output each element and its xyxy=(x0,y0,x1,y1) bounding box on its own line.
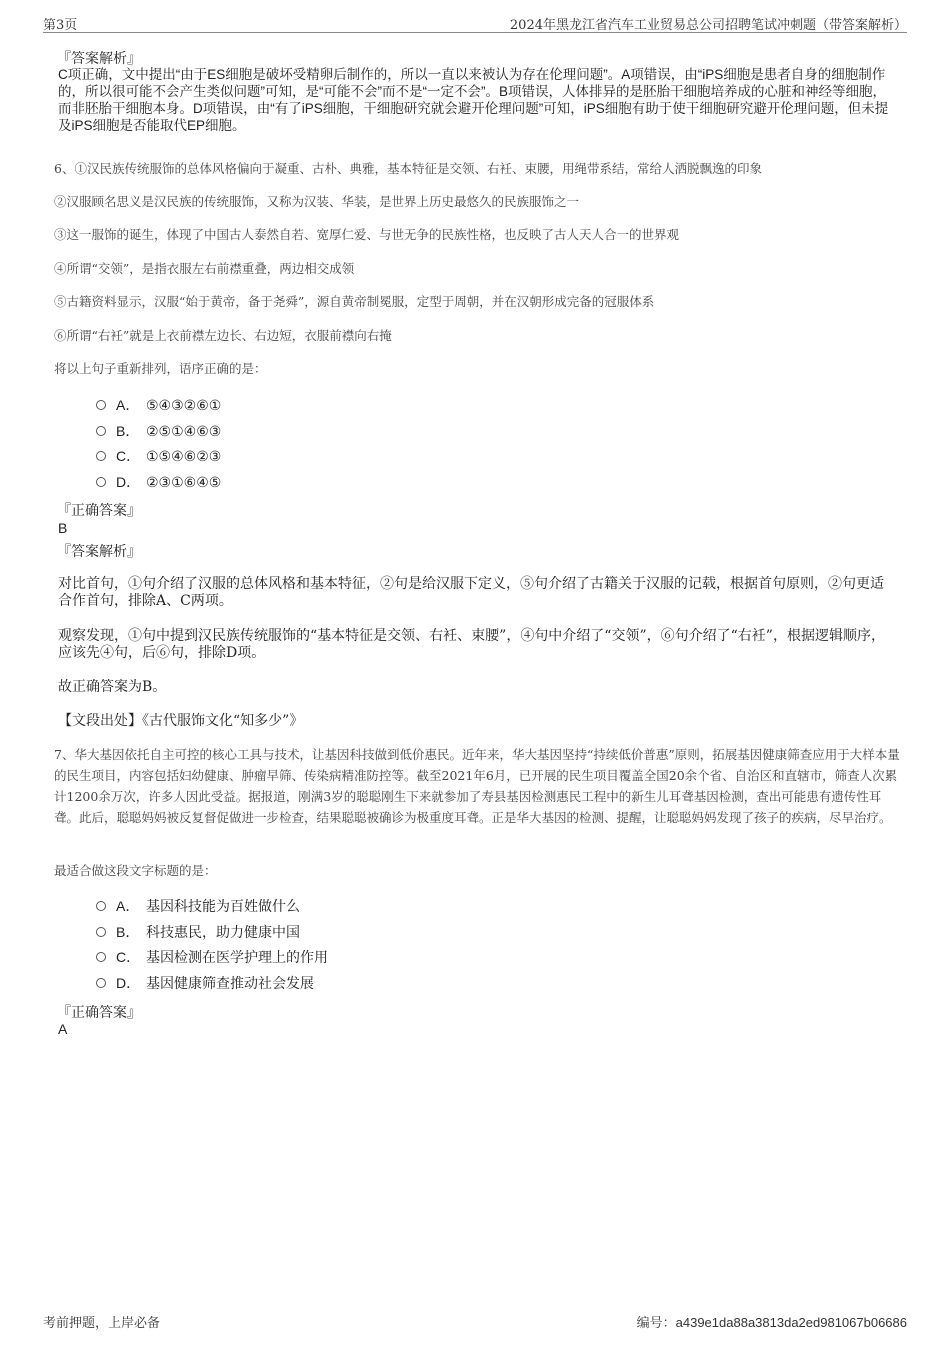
radio-icon[interactable] xyxy=(96,901,106,911)
page-number: 第3页 xyxy=(43,18,78,33)
q6-sentence-3: ③这一服饰的诞生，体现了中国古人泰然自若、宽厚仁爱、与世无争的民族性格，也反映了古人天人合一的世界观 xyxy=(54,227,680,242)
radio-icon[interactable] xyxy=(96,477,106,487)
q7-option-c[interactable]: C． 基因检测在医学护理上的作用 xyxy=(96,947,328,967)
q5-analysis-label: 『答案解析』 xyxy=(57,51,141,67)
page-header xyxy=(43,14,907,33)
q6-option-d[interactable]: D． ②③①⑥④⑤ xyxy=(96,472,221,492)
footer-slogan: 考前押题，上岸必备 xyxy=(43,1316,161,1331)
q7-answer: A xyxy=(58,1021,68,1037)
radio-icon[interactable] xyxy=(96,927,106,937)
q6-analysis-2: 观察发现，①句中提到汉民族传统服饰的“基本特征是交领、右衽、束腰”，④句中介绍了“交领”，⑥句介绍了“右衽”，根据逻辑顺序，应该先④句，后⑥句，排除D项。 xyxy=(58,628,885,661)
q6-analysis-1: 对比首句，①句介绍了汉服的总体风格和基本特征，②句是给汉服下定义，⑤句介绍了古籍关于汉服的记载，根据首句原则，②句更适合作首句，排除A、C两项。 xyxy=(58,576,884,609)
q7-option-b[interactable]: B． 科技惠民，助力健康中国 xyxy=(96,922,300,942)
page-footer xyxy=(43,1312,907,1332)
code-label: 编号： xyxy=(636,1316,676,1331)
q7-option-d[interactable]: D． 基因健康筛查推动社会发展 xyxy=(96,973,314,993)
code-value: a439e1da88a3813da2ed981067b06686 xyxy=(675,1315,907,1330)
q6-option-c[interactable]: C． ①⑤④⑥②③ xyxy=(96,446,221,466)
radio-icon[interactable] xyxy=(96,426,106,436)
q6-option-b[interactable]: B． ②⑤①④⑥③ xyxy=(96,421,221,441)
q6-answer-label: 『正确答案』 xyxy=(57,503,141,519)
q7-passage: 7、华大基因依托自主可控的核心工具与技术，让基因科技做到低价惠民。近年来，华大基因坚持“持续低价普惠”原则，拓展基因健康筛查应用于大样本量的民生项目，内容包括妇幼健康、肿瘤早筛、传染病精准防控等。截至2021年6月，已开展的民生项目覆盖全国20余个省、自治区和直辖市，筛查人次累计1200余万次，许多人因此受益。据报道，刚满3岁的聪聪刚生下来就参加了寿县基因检测惠民工程中的新生儿耳聋基因检测，查出可能患有遗传性耳聋。此后，聪聪妈妈被反复督促做进一步检查，结果聪聪被确诊为极重度耳聋。正是华大基因的检测、提醒，让聪聪妈妈发现了孩子的疾病，尽早治疗。 xyxy=(54,747,900,825)
radio-icon[interactable] xyxy=(96,451,106,461)
q6-sentence-1: 6、①汉民族传统服饰的总体风格偏向于凝重、古朴、典雅，基本特征是交领、右衽、束腰，用绳带系结，常给人洒脱飘逸的印象 xyxy=(54,161,762,176)
q6-prompt: 将以上句子重新排列，语序正确的是： xyxy=(54,361,267,376)
document-title: 2024年黑龙江省汽车工业贸易总公司招聘笔试冲刺题（带答案解析） xyxy=(509,18,907,33)
radio-icon[interactable] xyxy=(96,978,106,988)
q7-answer-label: 『正确答案』 xyxy=(57,1005,141,1021)
radio-icon[interactable] xyxy=(96,400,106,410)
q7-option-a[interactable]: A． 基因科技能为百姓做什么 xyxy=(96,896,300,916)
q6-analysis-3: 故正确答案为B。 xyxy=(58,679,167,695)
q5-analysis-text: C项正确，文中提出“由于ES细胞是破坏受精卵后制作的，所以一直以来被认为存在伦理问题”。A项错误，由“iPS细胞是患者自身的细胞制作的，所以很可能不会产生类似问题”可知，是“可能不会”而不是“一定不会”。B项错误，人体排异的是胚胎干细胞培养成的心脏和神经等细胞，而非胚胎干细胞本身。D项错误，由“有了iPS细胞，干细胞研究就会避开伦理问题”可知，iPS细胞有助于使干细胞研究避开伦理问题，但未提及iPS细胞是否能取代EP细胞。 xyxy=(58,67,889,133)
q6-source: 【文段出处】《古代服饰文化“知多少”》 xyxy=(58,713,304,729)
q6-sentence-5: ⑤古籍资料显示，汉服“始于黄帝，备于尧舜”，源自黄帝制冕服，定型于周朝，并在汉朝形成完备的冠服体系 xyxy=(54,294,655,309)
document-code xyxy=(637,1312,907,1331)
q7-prompt: 最适合做这段文字标题的是： xyxy=(54,863,217,878)
q6-answer: B xyxy=(58,520,68,536)
q6-analysis-label: 『答案解析』 xyxy=(57,544,141,560)
q6-option-a[interactable]: A． ⑤④③②⑥① xyxy=(96,395,221,415)
q6-sentence-4: ④所谓“交领”，是指衣服左右前襟重叠，两边相交成领 xyxy=(54,261,355,276)
q6-sentence-2: ②汉服顾名思义是汉民族的传统服饰，又称为汉装、华装，是世界上历史最悠久的民族服饰之一 xyxy=(54,194,580,209)
radio-icon[interactable] xyxy=(96,952,106,962)
q6-sentence-6: ⑥所谓“右衽”就是上衣前襟左边长、右边短，衣服前襟向右掩 xyxy=(54,328,392,343)
